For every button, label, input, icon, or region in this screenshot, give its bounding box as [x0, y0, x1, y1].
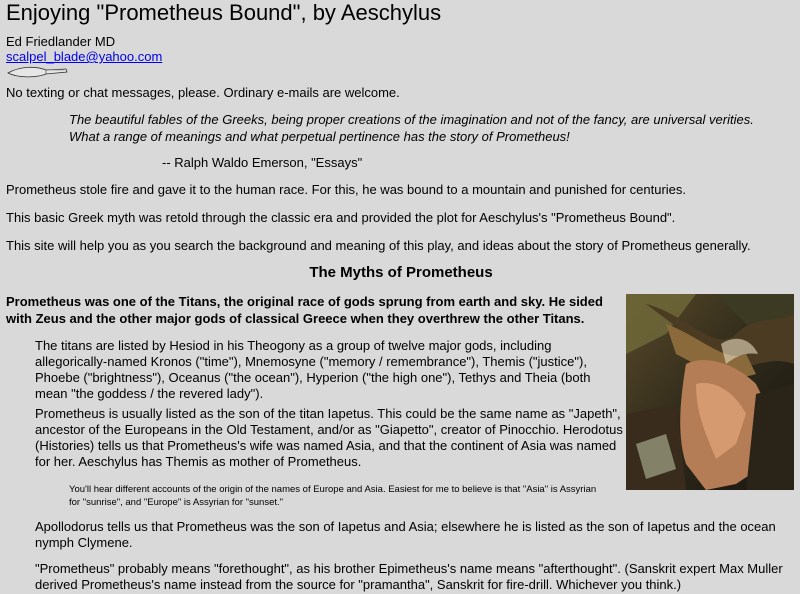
scalpel-icon	[6, 64, 68, 80]
intro-paragraph-3: This site will help you as you search the background and meaning of this play, and ideas about the story of Prometheus generally.	[6, 238, 751, 253]
email-link[interactable]: scalpel_blade@yahoo.com	[6, 49, 163, 64]
iapetus-paragraph: Prometheus is usually listed as the son of the titan Iapetus. This could be the same name as "Japeth", ancestor of the Europeans in the Old Testament, and/or as "Giapetto", creator of Pinocchio. Herodotus (Histories) tells us that Prometheus's wife was named Asia, and that the continent of Asia was named for her. Aeschylus has Themis as mother of Prometheus.	[35, 406, 623, 469]
section-lead: Prometheus was one of the Titans, the original race of gods sprung from earth and sky. He sided with Zeus and the other major gods of classical Greece when they overthrew the other Titans.	[6, 294, 603, 326]
section-heading: The Myths of Prometheus	[309, 264, 493, 281]
apollodorus-paragraph: Apollodorus tells us that Prometheus was the son of Iapetus and Asia; elsewhere he is listed as the son of Iapetus and the ocean nymph Clymene.	[35, 519, 776, 550]
name-meaning-paragraph: "Prometheus" probably means "forethought", as his brother Epimetheus's name means "afterthought". (Sanskrit expert Max Muller derived Prometheus's name instead from the source for "pramantha", Sanskrit for fire-drill. Whichever you think.)	[35, 561, 783, 592]
quote-line-1: The beautiful fables of the Greeks, being proper creations of the imagination and not of the fancy, are universal verities.	[69, 112, 754, 127]
intro-paragraph-1: Prometheus stole fire and gave it to the human race. For this, he was bound to a mountain and punished for centuries.	[6, 182, 687, 197]
contact-note: No texting or chat messages, please. Ordinary e-mails are welcome.	[6, 85, 400, 100]
author-name: Ed Friedlander MD	[6, 34, 116, 49]
page-title: Enjoying "Prometheus Bound", by Aeschylus	[6, 0, 442, 25]
titans-paragraph: The titans are listed by Hesiod in his Theogony as a group of twelve major gods, including allegorically-named Kronos ("time"), Mnemosyne ("memory / remembrance"), Themis ("justice"), Phoebe ("brightness"), Oceanus ("the ocean"), Hyperion ("the high one"), Tethys and Theia (both mean "the goddess / the revered lady").	[35, 338, 591, 401]
quote-attribution: -- Ralph Waldo Emerson, "Essays"	[162, 155, 363, 170]
names-note: You'll hear different accounts of the origin of the names of Europe and Asia. Easiest for me to believe is that "Asia" is Assyrian for "sunrise", and "Europe" is Assyrian for "sunset."	[69, 484, 597, 508]
intro-paragraph-2: This basic Greek myth was retold through the classic era and provided the plot for Aeschylus's "Prometheus Bound".	[6, 210, 676, 225]
quote-line-2: What a range of meanings and what perpetual pertinence has the story of Prometheus!	[69, 129, 570, 144]
prometheus-painting-image	[626, 294, 794, 490]
